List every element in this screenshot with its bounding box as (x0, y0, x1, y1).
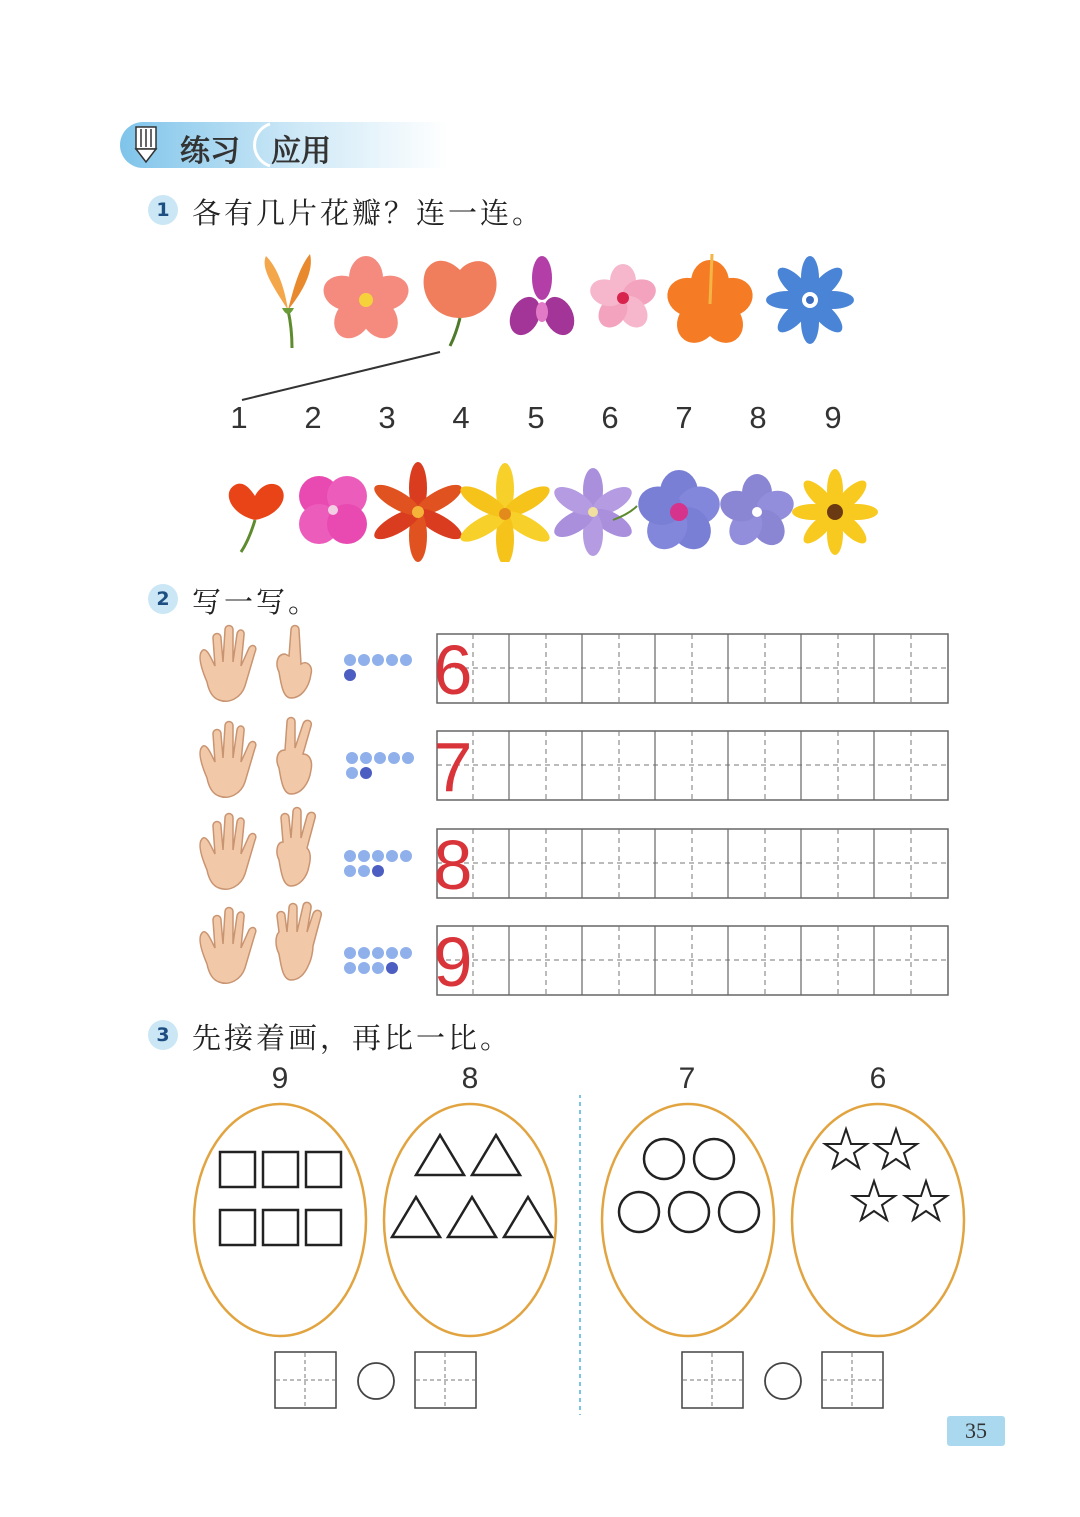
answer-row-left (275, 1352, 476, 1408)
flower-one-petal-anthurium (424, 261, 497, 346)
answer-row-right (682, 1352, 883, 1408)
top-flower-row (230, 248, 870, 358)
triangles-group (392, 1135, 552, 1237)
trace-digit-6: 6 (433, 631, 473, 709)
hand-four-fingers-row4 (276, 902, 321, 980)
number-4: 4 (452, 400, 470, 435)
dots-seven (346, 752, 414, 779)
dots-six (344, 654, 412, 681)
writing-grids (436, 633, 950, 999)
dot-groups (340, 650, 420, 980)
compare-drawing-area (180, 1095, 980, 1415)
banner-title-practice: 练习 (180, 134, 240, 169)
hand-open-five-row2 (200, 722, 256, 798)
oval-triangles (384, 1104, 556, 1336)
pencil-icon (132, 125, 160, 165)
group-label-7: 7 (678, 1062, 696, 1095)
example-connect-line (240, 350, 450, 402)
flower-lily-six (370, 462, 466, 562)
exercise-1-instruction: 各有几片花瓣？连一连。 (192, 196, 545, 230)
grid-row-9 (437, 926, 948, 995)
trace-digit-8: 8 (433, 826, 473, 904)
hand-three-fingers-row3 (277, 808, 315, 887)
exercise-3-instruction: 先接着画，再比一比。 (192, 1021, 513, 1055)
number-9: 9 (824, 400, 842, 435)
page-number: 35 (947, 1416, 1005, 1446)
exercise-2-instruction: 写一写。 (192, 585, 321, 619)
hand-open-five-row3 (200, 814, 256, 890)
flower-two-petals (265, 254, 311, 348)
squares-group (220, 1152, 341, 1245)
flower-violet-five (633, 470, 725, 557)
flower-pink-four (299, 476, 367, 544)
flower-five-petals-pink (587, 264, 660, 333)
flower-five-petals-salmon (319, 256, 413, 346)
group-label-9: 9 (271, 1062, 289, 1095)
flower-lavender-six (550, 468, 637, 556)
number-7: 7 (675, 400, 693, 435)
flower-yellow-six (456, 463, 553, 562)
number-8: 8 (749, 400, 767, 435)
section-banner (118, 120, 448, 170)
trace-digit-7: 7 (433, 728, 473, 806)
number-3: 3 (378, 400, 396, 435)
flower-five-petals-hibiscus (662, 254, 757, 351)
flower-three-petals-orchid (504, 256, 580, 340)
number-1: 1 (230, 400, 248, 435)
dots-eight (344, 850, 412, 877)
grid-row-8 (437, 829, 948, 898)
banner-title-application: 应用 (271, 134, 331, 169)
number-6: 6 (601, 400, 619, 435)
flower-daisy-eight (792, 469, 878, 555)
hand-one-finger-row1 (277, 626, 311, 699)
number-2: 2 (304, 400, 322, 435)
exercise-1-number: 1 (148, 195, 178, 225)
trace-digit-9: 9 (433, 923, 473, 1001)
exercise-2-number: 2 (148, 584, 178, 614)
circles-group (619, 1139, 759, 1232)
exercise-3-number: 3 (148, 1020, 178, 1050)
flower-periwinkle-five (716, 474, 798, 552)
stars-group (825, 1129, 947, 1220)
number-5: 5 (527, 400, 545, 435)
oval-circles (602, 1104, 774, 1336)
finger-counting-hands (195, 620, 325, 990)
bottom-flower-row (215, 462, 880, 562)
grid-row-7 (437, 731, 948, 800)
group-label-6: 6 (869, 1062, 887, 1095)
hand-open-five-row4 (200, 908, 256, 984)
flower-eight-petals-blue (766, 256, 854, 344)
flower-red-small (229, 484, 284, 552)
dots-nine (344, 947, 412, 974)
hand-two-fingers-row2 (277, 718, 312, 795)
group-label-8: 8 (461, 1062, 479, 1095)
hand-open-five-row1 (200, 626, 256, 702)
